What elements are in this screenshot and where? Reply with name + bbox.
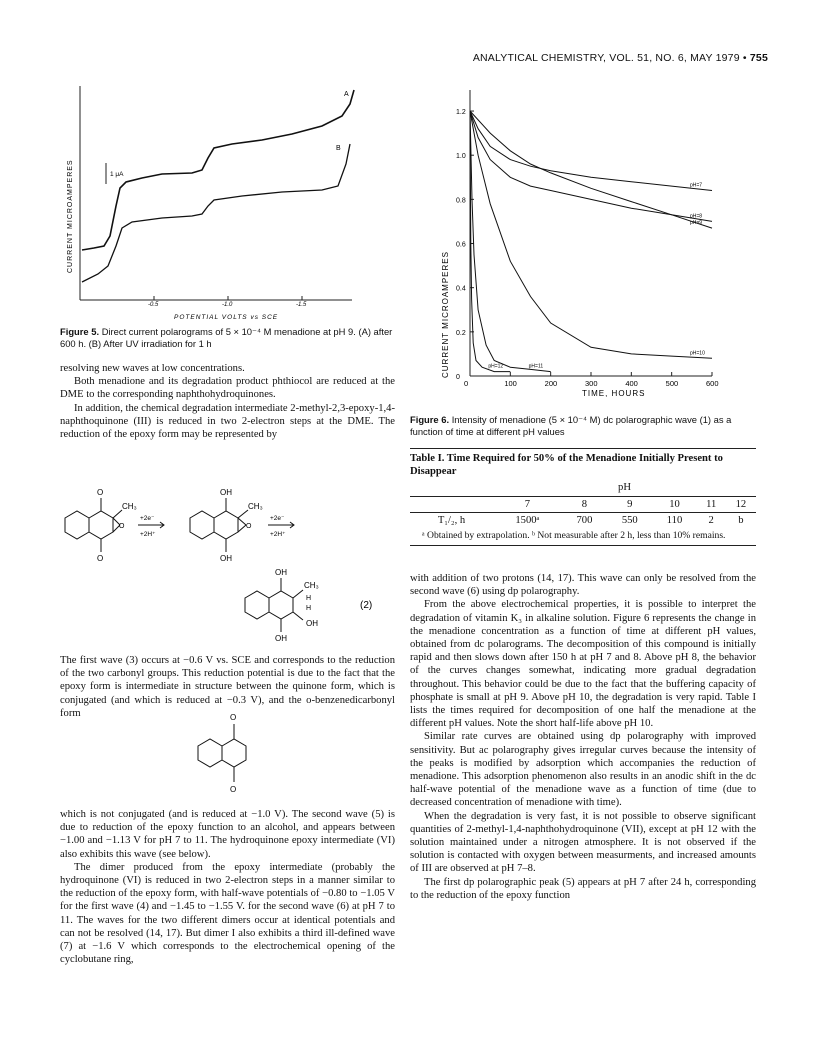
fig6-series-label: pH=7 bbox=[690, 182, 703, 189]
right-paragraph-3: Similar rate curves are obtained using dp polarography with improved sensitivity. But ac polarography gives irregular curves because the intensity of the peaks is modified by adsorption which accompanies the reduction of menadione. This adsorption phenomenon also results in an anodic shift in the dc half-wave potential of the menadione wave as a function of time (due to decreased concentration of menadione with time). bbox=[410, 731, 756, 809]
fig5-caption-text: Direct current polarograms of 5 × 10⁻⁴ M menadione at pH 9. (A) after 600 h. (B) After UV irradiation for 1 h bbox=[60, 326, 393, 349]
left-paragraph-4: which is not conjugated (and is reduced at −1.0 V). The second wave (5) is due to reduction of the epoxy function to an alcohol, and appears between −1.00 and −1.13 V for pH 7 to 11. The hydroquinone epoxy intermediate (VI) also exhibits this wave (see below). bbox=[60, 809, 395, 860]
eq-h-2: H bbox=[306, 605, 312, 612]
journal-citation: ANALYTICAL CHEMISTRY, VOL. 51, NO. 6, MAY 1979 • bbox=[472, 52, 747, 64]
equation-number: (2) bbox=[360, 600, 373, 611]
fig5-label-b: B bbox=[336, 145, 341, 152]
fig5-xtick-3: -1.5 bbox=[296, 302, 307, 308]
eq-oh-bottom-3: OH bbox=[275, 634, 287, 643]
fig6-caption-label: Figure 6. bbox=[410, 414, 450, 425]
eq-step1b: +2H⁺ bbox=[140, 531, 156, 538]
figure-6 bbox=[412, 78, 754, 408]
fig5-xtick-1: -0.5 bbox=[148, 302, 159, 308]
left-text-1 bbox=[60, 362, 395, 441]
fig6-series-line bbox=[470, 111, 551, 372]
page-number: 755 bbox=[749, 52, 768, 64]
right-paragraph-2: From the above electrochemical properties, it is possible to interpret the degradation of vitamin K₃ in alkaline solution. Figure 6 represents the change in the menadione concentration as a function of time at different pH values, obtained from dc polarograms. The decomposition of this compound is initially rapid and then slows down after 150 h at pH 7 and 8. Above pH 8, the behavior of the curves changes somewhat, indicating more gradual degradation throughout. This behavior could be due to the fact that the buffering capacity of phosphate is small at pH 9. Above pH 10, the degradation is very rapid. Table I lists the times required for decomposition of one half the menadione at the different pH values. Note the short half-life above pH 10. bbox=[410, 599, 756, 730]
left-text-3 bbox=[60, 808, 395, 966]
fig6-ylabel: CURRENT MICROAMPERES bbox=[441, 251, 450, 378]
fig6-series-label: pH=11 bbox=[528, 363, 544, 370]
fig5-curve-b bbox=[82, 144, 350, 282]
table-1 bbox=[410, 448, 756, 546]
table-1-title: Table I. Time Required for 50% of the Menadione Initially Present to Disappear bbox=[410, 453, 723, 478]
table-cell-6: b bbox=[738, 514, 744, 526]
fig6-series-label: pH=8 bbox=[690, 213, 703, 220]
eq-o-top-1: O bbox=[97, 488, 104, 497]
left-paragraph-3: The first wave (3) occurs at −0.6 V vs. SCE and corresponds to the reduction of the two carbonyl groups. This reduction potential is due to the fact that the epoxy form is intermediate in structure between the quinone form, which is conjugated (and which is reduced at −0.3 V), and the o-benzenedicarbonyl form bbox=[60, 655, 395, 719]
fig6-series-line bbox=[470, 111, 712, 221]
eq-oh-side-3: OH bbox=[306, 619, 318, 628]
left-paragraph-5: The dimer produced from the epoxy intermediate (probably the hydroquinone (VI) is reduced in two 2-electron steps in a manner similar to the reduction of the epoxy form, with half-wave potentials of −0.80 to −1.05 V for the first wave (4) and −1.45 to −1.55 V. for the second wave (6) at pH 7 to 11. The waves for the two different dimers occur at identical potentials and can not be resolved (14, 17). But dimer I also exhibits a third ill-defined wave (7) at −1.6 V which corresponds to the electrochemical opening of the cyclobutane ring, bbox=[60, 861, 395, 966]
eq-ch3-1: CH₃ bbox=[122, 502, 137, 511]
dicarbonyl-o-top: O bbox=[230, 713, 237, 722]
fig5-ylabel: CURRENT MICROAMPERES bbox=[67, 159, 74, 273]
fig6-ytick-label: 0.8 bbox=[456, 197, 466, 205]
table-cell-5: 2 bbox=[708, 514, 714, 526]
fig5-curve-a bbox=[82, 90, 354, 250]
figure-5-caption bbox=[60, 326, 395, 349]
fig6-xtick-label: 500 bbox=[665, 379, 679, 388]
fig6-ytick-label: 1.0 bbox=[456, 153, 466, 161]
fig6-ytick-label: 0.6 bbox=[456, 241, 466, 249]
left-paragraph-0: resolving new waves at low concentrations. bbox=[60, 363, 245, 374]
fig6-ytick-label: 0.2 bbox=[456, 329, 466, 337]
eq-o-bottom-1: O bbox=[97, 554, 104, 563]
table-1-grid bbox=[410, 480, 756, 528]
fig6-series-label: pH=10 bbox=[690, 350, 705, 357]
fig6-series-line bbox=[470, 111, 712, 228]
fig6-series-line bbox=[470, 111, 510, 372]
figure-6-caption bbox=[410, 414, 756, 437]
eq-ch3-2: CH₃ bbox=[248, 502, 263, 511]
table-header-1: 7 bbox=[524, 498, 531, 510]
table-header-5: 11 bbox=[706, 498, 717, 510]
fig6-caption-text: Intensity of menadione (5 × 10⁻⁴ M) dc polarographic wave (1) as a function of time at different pH values bbox=[410, 414, 732, 437]
table-cell-2: 700 bbox=[576, 514, 593, 526]
fig6-xlabel: TIME, HOURS bbox=[582, 389, 646, 398]
eq-oh-bottom-2: OH bbox=[220, 554, 232, 563]
figure-5 bbox=[62, 78, 394, 333]
table-cell-4: 110 bbox=[666, 514, 683, 526]
fig6-xtick-label: 600 bbox=[706, 379, 719, 388]
fig6-ytick-label: 0 bbox=[456, 374, 460, 381]
eq-o-epoxy-2: O bbox=[246, 523, 252, 530]
table-header-3: 9 bbox=[627, 498, 633, 510]
fig6-xtick-label: 300 bbox=[585, 379, 598, 388]
eq-step2: +2e⁻ bbox=[270, 515, 285, 522]
right-paragraph-4: When the degradation is very fast, it is not possible to observe significant quantities of 2-methyl-1,4-naphthohydroquinone (VII), except at pH 12 with the solution maintained under a nitrogen atmosphere. It is not observed if the solution is contacted with oxygen between measurments, and increased amounts of III are observed at pH 7–8. bbox=[410, 810, 756, 875]
table-cell-1: 1500ᵃ bbox=[515, 514, 540, 526]
fig5-xlabel: POTENTIAL VOLTS vs SCE bbox=[174, 314, 279, 321]
dicarbonyl-o-bottom: O bbox=[230, 785, 237, 794]
fig5-scale-label: 1 μA bbox=[110, 171, 124, 178]
fig6-series-label: pH=9 bbox=[690, 220, 703, 227]
equation-2 bbox=[60, 478, 395, 658]
fig5-caption-label: Figure 5. bbox=[60, 326, 100, 337]
eq-oh-top-2: OH bbox=[220, 488, 232, 497]
eq-step2b: +2H⁺ bbox=[270, 531, 286, 538]
fig6-series-label: pH=12 bbox=[488, 363, 504, 370]
right-text bbox=[410, 572, 756, 902]
figure-6-plot bbox=[412, 78, 754, 408]
running-header bbox=[473, 52, 768, 64]
eq-oh-top-3: OH bbox=[275, 568, 287, 577]
table-footnote: ᵃ Obtained by extrapolation. ᵇ Not measurable after 2 h, less than 10% remains. bbox=[422, 530, 726, 542]
table-cell-3: 550 bbox=[621, 514, 638, 526]
table-header-6: 12 bbox=[735, 498, 747, 510]
eq-ch3-3: CH₃ bbox=[304, 581, 319, 590]
eq-o-epoxy-1: O bbox=[119, 523, 125, 530]
table-row-label: T₁/₂, h bbox=[437, 514, 466, 526]
dicarbonyl-structure bbox=[178, 708, 278, 808]
right-paragraph-1: with addition of two protons (14, 17). This wave can only be resolved from the second wave (6) using dp polarography. bbox=[410, 573, 756, 598]
table-header-4: 10 bbox=[669, 498, 680, 510]
fig5-xtick-2: -1.0 bbox=[222, 302, 233, 308]
eq-h-1: H bbox=[306, 595, 312, 602]
table-col-group: pH bbox=[618, 482, 631, 494]
fig6-ytick-label: 1.2 bbox=[456, 109, 466, 117]
fig6-xtick-label: 100 bbox=[504, 379, 517, 388]
fig6-xtick-label: 400 bbox=[625, 379, 638, 388]
fig5-label-a: A bbox=[344, 91, 349, 98]
fig6-xtick-label: 0 bbox=[464, 379, 469, 388]
left-paragraph-1: Both menadione and its degradation product phthiocol are reduced at the DME to the corresponding naphthohydroquinones. bbox=[60, 376, 395, 401]
fig6-ytick-label: 0.4 bbox=[456, 285, 466, 293]
figure-5-plot bbox=[62, 78, 394, 333]
table-header-2: 8 bbox=[581, 498, 588, 510]
left-paragraph-2: In addition, the chemical degradation intermediate 2-methyl-2,3-epoxy-1,4-naphthoquinone (III) is reduced in two 2-electron steps at the DME. The reduction of the epoxy form may be represented by bbox=[60, 402, 395, 441]
eq-step1: +2e⁻ bbox=[140, 515, 155, 522]
fig6-xtick-label: 200 bbox=[544, 379, 558, 388]
fig6-series-line bbox=[470, 111, 712, 191]
right-paragraph-5: The first dp polarographic peak (5) appears at pH 7 after 24 h, corresponding to the reduction of the epoxy function bbox=[410, 876, 756, 901]
fig6-series-line bbox=[470, 111, 712, 358]
